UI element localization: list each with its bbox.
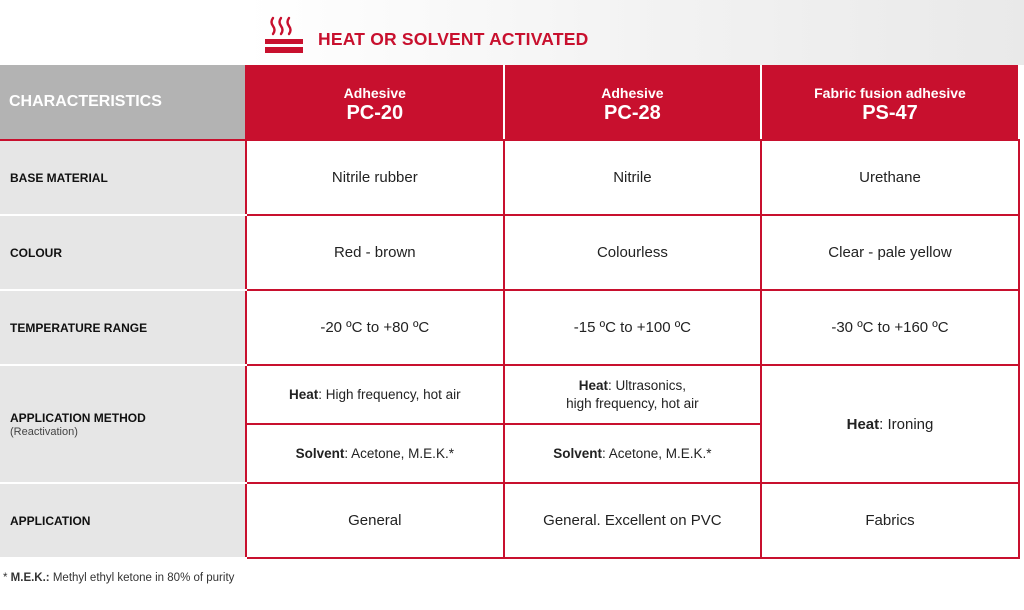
table-cell [246, 365, 504, 424]
product-kind: Fabric fusion adhesive [814, 84, 966, 101]
table-header-row [0, 65, 1019, 140]
method-value: : Acetone, M.E.K.* [344, 445, 454, 461]
row-label-base-material: BASE MATERIAL [0, 140, 246, 215]
table-cell: Red - brown [246, 215, 504, 290]
table-cell: General. Excellent on PVC [504, 483, 762, 558]
method-value: : Ultrasonics, [608, 377, 687, 393]
method-key: Heat [289, 386, 319, 402]
product-header-pc20 [246, 65, 504, 140]
row-label-temperature-range: TEMPERATURE RANGE [0, 290, 246, 365]
table-cell: Clear - pale yellow [761, 215, 1019, 290]
row-label-colour: COLOUR [0, 215, 246, 290]
product-header-pc28 [504, 65, 762, 140]
method-key: Heat [578, 377, 608, 393]
footnote-text: Methyl ethyl ketone in 80% of purity [49, 572, 235, 584]
method-value: high frequency, hot air [566, 395, 699, 411]
method-value: : High frequency, hot air [318, 386, 461, 402]
product-header-ps47 [761, 65, 1019, 140]
characteristics-table [0, 65, 1020, 559]
table-row [0, 483, 1019, 558]
product-code: PS-47 [862, 101, 918, 124]
product-code: PC-28 [604, 101, 661, 124]
characteristics-header: CHARACTERISTICS [0, 65, 246, 140]
row-label-application-method [0, 365, 246, 483]
table-cell: -30 ºC to +160 ºC [761, 290, 1019, 365]
page-title: HEAT OR SOLVENT ACTIVATED [318, 28, 589, 49]
table-row [0, 365, 1019, 424]
heat-plate-icon [264, 15, 304, 55]
method-key: Solvent [553, 445, 602, 461]
table-cell: Nitrile [504, 140, 762, 215]
table-row [0, 290, 1019, 365]
table-cell [504, 424, 762, 483]
footnote [3, 572, 234, 584]
method-key: Solvent [295, 445, 345, 461]
table-cell: Colourless [504, 215, 762, 290]
table-cell: Fabrics [761, 483, 1019, 558]
table-cell [246, 424, 504, 483]
product-kind: Adhesive [601, 84, 664, 101]
table-row [0, 140, 1019, 215]
table-cell [761, 365, 1019, 483]
row-sublabel: (Reactivation) [10, 425, 78, 438]
method-value: : Ironing [879, 415, 934, 433]
method-key: Heat [846, 415, 880, 433]
table-row [0, 215, 1019, 290]
table-cell: Nitrile rubber [246, 140, 504, 215]
section-header [264, 14, 588, 56]
footnote-term: M.E.K.: [10, 572, 50, 584]
table-cell: Urethane [761, 140, 1019, 215]
product-kind: Adhesive [343, 84, 406, 101]
row-label-application: APPLICATION [0, 483, 246, 558]
row-label-text: APPLICATION METHOD [10, 410, 146, 425]
method-value: : Acetone, M.E.K.* [601, 445, 712, 461]
table-cell [504, 365, 762, 424]
table-cell: -15 ºC to +100 ºC [504, 290, 762, 365]
table-cell: -20 ºC to +80 ºC [246, 290, 504, 365]
footnote-prefix: * [3, 572, 11, 584]
product-code: PC-20 [346, 101, 404, 124]
table-cell: General [246, 483, 504, 558]
